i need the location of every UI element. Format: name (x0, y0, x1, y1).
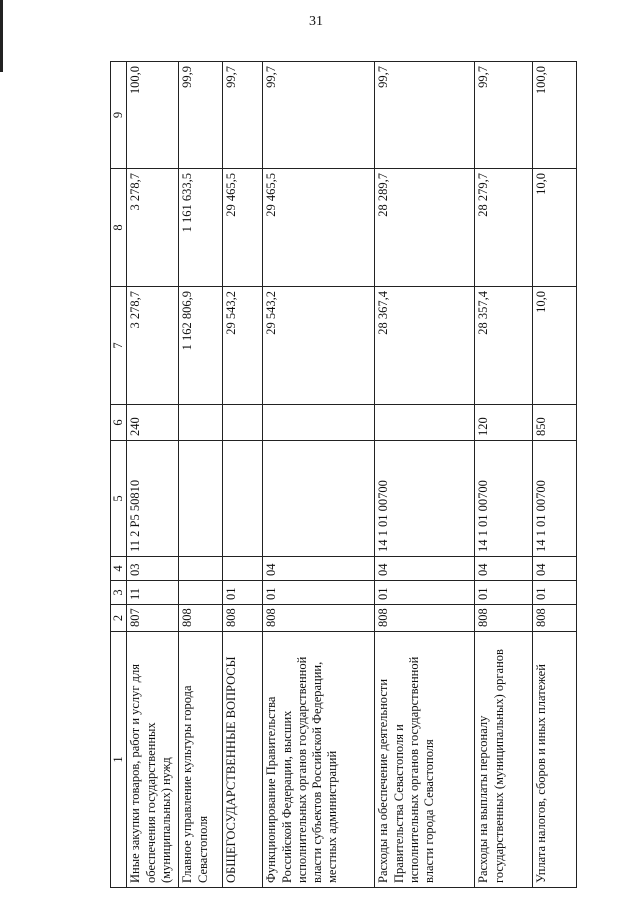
budget-table (110, 61, 577, 888)
cell-type: 850 (533, 405, 577, 441)
cell-section: 01 (223, 581, 263, 605)
cell-plan: 28 357,4 (475, 287, 533, 405)
cell-subsection (179, 557, 223, 581)
cell-actual: 28 279,7 (475, 169, 533, 287)
cell-section: 01 (263, 581, 375, 605)
cell-code: 807 (127, 605, 179, 632)
cell-subsection: 03 (127, 557, 179, 581)
row-name: Расходы на выплаты персоналу государственных (муниципальных) органов (475, 632, 533, 888)
table-row (179, 62, 223, 888)
header-cell: 5 (111, 441, 127, 557)
binding-mark (0, 0, 3, 72)
row-name: Функционирование Правительства Российской Федерации, высших исполнительных органов государственной власти субъектов Российской Федерации, местных администраций (263, 632, 375, 888)
cell-target: 14 1 01 00700 (533, 441, 577, 557)
cell-plan: 29 543,2 (223, 287, 263, 405)
cell-percent: 99,7 (475, 62, 533, 169)
cell-target: 11 2 P5 50810 (127, 441, 179, 557)
header-cell: 3 (111, 581, 127, 605)
cell-section: 01 (475, 581, 533, 605)
cell-target (223, 441, 263, 557)
cell-percent: 100,0 (127, 62, 179, 169)
header-row (111, 62, 127, 888)
cell-type (263, 405, 375, 441)
cell-code: 808 (475, 605, 533, 632)
cell-subsection: 04 (263, 557, 375, 581)
cell-target: 14 1 01 00700 (375, 441, 475, 557)
cell-target: 14 1 01 00700 (475, 441, 533, 557)
cell-actual: 10,0 (533, 169, 577, 287)
cell-subsection (223, 557, 263, 581)
row-name: Расходы на обеспечение деятельности Правительства Севастополя и исполнительных органов государственной власти города Севастополя (375, 632, 475, 888)
cell-subsection: 04 (475, 557, 533, 581)
cell-type: 120 (475, 405, 533, 441)
cell-type (223, 405, 263, 441)
cell-plan: 10,0 (533, 287, 577, 405)
cell-plan: 29 543,2 (263, 287, 375, 405)
cell-actual: 3 278,7 (127, 169, 179, 287)
cell-percent: 99,7 (223, 62, 263, 169)
cell-plan: 28 367,4 (375, 287, 475, 405)
cell-percent: 99,9 (179, 62, 223, 169)
table-row (223, 62, 263, 888)
cell-percent: 100,0 (533, 62, 577, 169)
table-row (127, 62, 179, 888)
cell-plan: 1 162 806,9 (179, 287, 223, 405)
table-row (375, 62, 475, 888)
cell-section: 11 (127, 581, 179, 605)
row-name: Главное управление культуры города Севастополя (179, 632, 223, 888)
cell-section: 01 (375, 581, 475, 605)
cell-percent: 99,7 (263, 62, 375, 169)
cell-actual: 28 289,7 (375, 169, 475, 287)
cell-actual: 29 465,5 (263, 169, 375, 287)
table-row (475, 62, 533, 888)
cell-actual: 1 161 633,5 (179, 169, 223, 287)
cell-code: 808 (533, 605, 577, 632)
header-cell: 6 (111, 405, 127, 441)
row-name: Уплата налогов, сборов и иных платежей (533, 632, 577, 888)
cell-target (179, 441, 223, 557)
cell-subsection: 04 (375, 557, 475, 581)
cell-code: 808 (179, 605, 223, 632)
rotated-table-container (110, 62, 549, 888)
table-row (263, 62, 375, 888)
cell-code: 808 (375, 605, 475, 632)
table-row (533, 62, 577, 888)
header-cell: 8 (111, 169, 127, 287)
header-cell: 2 (111, 605, 127, 632)
cell-section: 01 (533, 581, 577, 605)
cell-target (263, 441, 375, 557)
cell-type (179, 405, 223, 441)
header-cell: 9 (111, 62, 127, 169)
cell-plan: 3 278,7 (127, 287, 179, 405)
header-cell: 4 (111, 557, 127, 581)
cell-type (375, 405, 475, 441)
cell-code: 808 (223, 605, 263, 632)
page-number: 31 (309, 14, 323, 29)
row-name: ОБЩЕГОСУДАРСТВЕННЫЕ ВОПРОСЫ (223, 632, 263, 888)
cell-section (179, 581, 223, 605)
cell-code: 808 (263, 605, 375, 632)
cell-percent: 99,7 (375, 62, 475, 169)
cell-actual: 29 465,5 (223, 169, 263, 287)
row-name: Иные закупки товаров, работ и услуг для обеспечения государственных (муниципальных) нужд (127, 632, 179, 888)
header-cell: 1 (111, 632, 127, 888)
cell-subsection: 04 (533, 557, 577, 581)
header-cell: 7 (111, 287, 127, 405)
cell-type: 240 (127, 405, 179, 441)
